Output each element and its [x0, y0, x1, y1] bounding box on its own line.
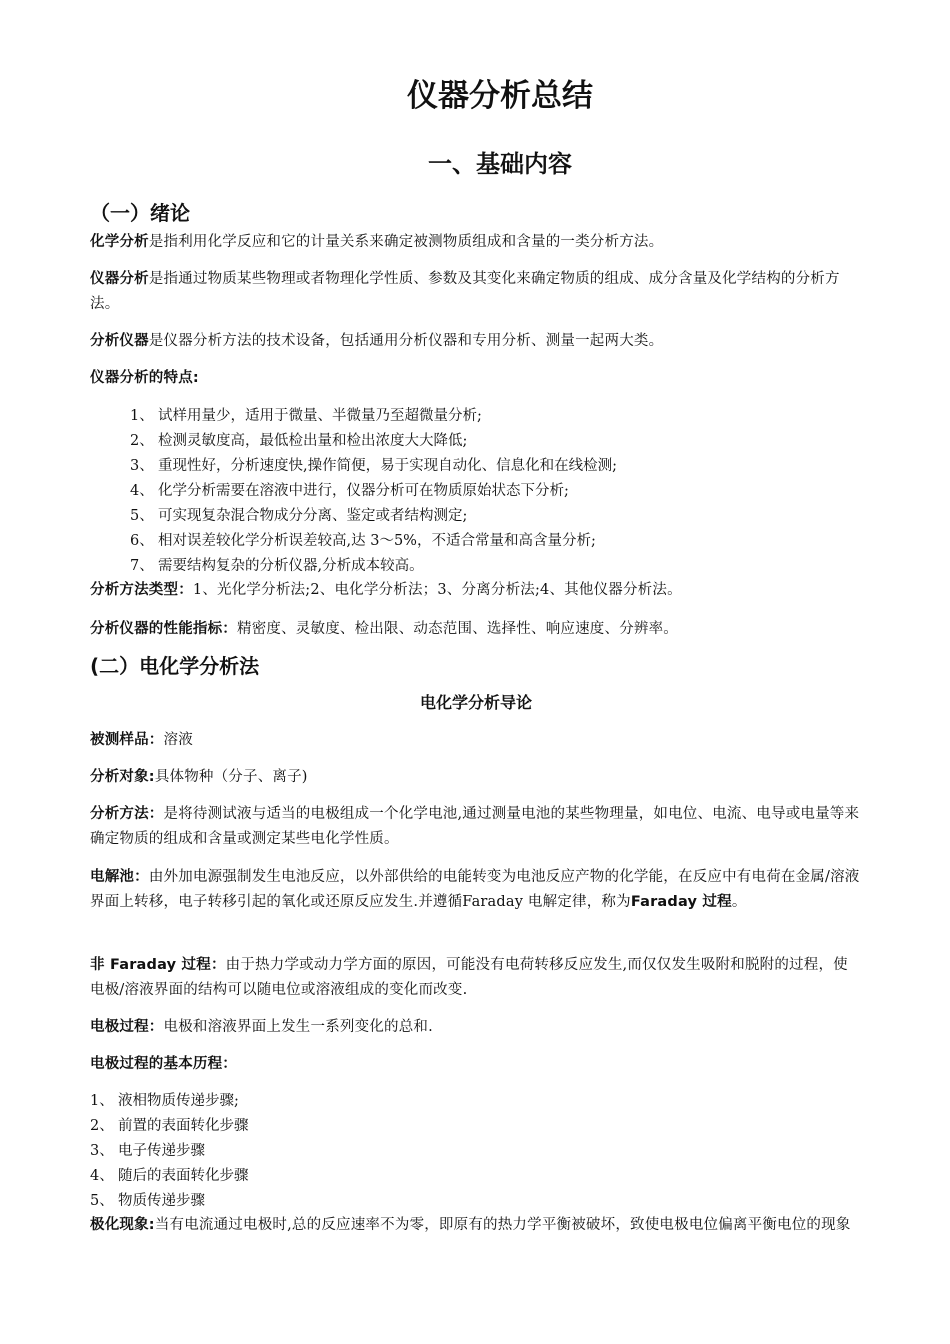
list-number: 4、	[130, 483, 154, 499]
subsection-heading-electrochem: (二）电化学分析法	[90, 654, 260, 678]
list-number: 2、	[90, 1118, 114, 1134]
steps-heading-text: 电极过程的基本历程：	[90, 1056, 237, 1072]
list-text: 电子传递步骤	[118, 1143, 205, 1159]
term-label: 分析对象:	[90, 769, 155, 785]
paragraph-analysis-method	[90, 802, 862, 852]
list-number: 5、	[130, 508, 154, 524]
list-item	[130, 429, 467, 454]
paragraph-text: 电极和溶液界面上发生一系列变化的总和.	[163, 1019, 433, 1035]
term-label: 分析仪器	[90, 333, 149, 349]
list-text: 检测灵敏度高，最低检出量和检出浓度大大降低;	[158, 433, 468, 449]
list-text: 化学分析需要在溶液中进行，仪器分析可在物质原始状态下分析;	[158, 483, 569, 499]
term-label: 电极过程：	[90, 1019, 164, 1035]
list-number: 3、	[90, 1143, 114, 1159]
list-text: 需要结构复杂的分析仪器,分析成本较高。	[158, 558, 424, 574]
term-label: 分析方法：	[90, 806, 164, 822]
list-item	[130, 554, 424, 579]
paragraph-sample	[90, 728, 862, 753]
features-heading	[90, 366, 862, 391]
term-label: 极化现象:	[90, 1217, 155, 1233]
list-text: 物质传递步骤	[118, 1193, 205, 1209]
paragraph-analysis-object	[90, 765, 862, 790]
list-text: 重现性好，分析速度快,操作简便，易于实现自动化、信息化和在线检测;	[158, 458, 617, 474]
list-item	[90, 1089, 239, 1114]
list-text: 相对误差较化学分析误差较高,达 3～5%，不适合常量和高含量分析;	[158, 533, 596, 549]
term-label: 分析方法类型：	[90, 582, 193, 598]
paragraph-text: 精密度、灵敏度、检出限、动态范围、选择性、响应速度、分辨率。	[237, 621, 678, 637]
list-text: 随后的表面转化步骤	[118, 1168, 249, 1184]
term-label: 非 Faraday 过程：	[90, 957, 226, 973]
paragraph-text: 是指通过物质某些物理或者物理化学性质、参数及其变化来确定物质的组成、成分含量及化学结构的分析方法。	[90, 271, 840, 312]
document-title: 仪器分析总结	[407, 78, 593, 114]
list-text: 可实现复杂混合物成分分离、鉴定或者结构测定;	[158, 508, 468, 524]
paragraph-text: 具体物种（分子、离子)	[154, 769, 308, 785]
paragraph-analysis-instruments	[90, 329, 862, 354]
term-label: 电解池：	[90, 869, 149, 885]
subsection-heading-intro: （一）绪论	[90, 201, 190, 225]
list-item	[90, 1189, 205, 1214]
list-text: 前置的表面转化步骤	[118, 1118, 249, 1134]
paragraph-chemical-analysis	[90, 230, 862, 255]
paragraph-text: 是将待测试液与适当的电极组成一个化学电池,通过测量电池的某些物理量，如电位、电流、电导或电量等来确定物质的组成和含量或测定某些电化学性质。	[90, 806, 860, 847]
paragraph-performance-metrics	[90, 617, 862, 642]
list-number: 7、	[130, 558, 154, 574]
list-text: 液相物质传递步骤;	[118, 1093, 239, 1109]
term-label-faraday: Faraday 过程	[630, 894, 732, 910]
paragraph-text: 由外加电源强制发生电池反应，以外部供给的电能转变为电池反应产物的化学能，在反应中有电荷在金属/溶液界面上转移，电子转移引起的氧化或还原反应发生.并遵循Faraday 电解定律，称为	[90, 869, 860, 910]
list-item	[130, 404, 482, 429]
term-label: 分析仪器的性能指标：	[90, 621, 237, 637]
list-item	[130, 529, 596, 554]
features-heading-text: 仪器分析的特点:	[90, 370, 199, 386]
list-number: 5、	[90, 1193, 114, 1209]
paragraph-non-faraday	[90, 953, 862, 1003]
list-number: 6、	[130, 533, 154, 549]
subsection-title-electrochem-intro: 电化学分析导论	[419, 693, 532, 712]
paragraph-text: 溶液	[163, 732, 193, 748]
paragraph-polarization	[90, 1213, 862, 1238]
paragraph-electrolytic-cell	[90, 865, 862, 915]
section-heading-basics: 一、基础内容	[428, 150, 572, 178]
list-item	[130, 454, 617, 479]
paragraph-text: 由于热力学或动力学方面的原因，可能没有电荷转移反应发生,而仅仅发生吸附和脱附的过程，使电极/溶液界面的结构可以随电位或溶液组成的变化而改变.	[90, 957, 848, 998]
term-label: 化学分析	[90, 234, 149, 250]
list-number: 4、	[90, 1168, 114, 1184]
paragraph-text: 是指利用化学反应和它的计量关系来确定被测物质组成和含量的一类分析方法。	[148, 234, 664, 250]
term-label: 被测样品：	[90, 732, 164, 748]
paragraph-method-types	[90, 578, 862, 603]
paragraph-tail: 。	[731, 894, 747, 910]
paragraph-text: 1、光化学分析法;2、电化学分析法；3、分离分析法;4、其他仪器分析法。	[192, 582, 682, 598]
paragraph-text: 当有电流通过电极时,总的反应速率不为零，即原有的热力学平衡被破坏，致使电极电位偏离平衡电位的现象	[154, 1217, 851, 1233]
list-item	[130, 504, 467, 529]
list-number: 1、	[90, 1093, 114, 1109]
list-number: 1、	[130, 408, 154, 424]
list-item	[130, 479, 569, 504]
paragraph-instrumental-analysis	[90, 267, 862, 317]
list-number: 2、	[130, 433, 154, 449]
list-item	[90, 1114, 249, 1139]
term-label: 仪器分析	[90, 271, 149, 287]
list-item	[90, 1164, 249, 1189]
list-item	[90, 1139, 205, 1164]
list-number: 3、	[130, 458, 154, 474]
steps-heading	[90, 1052, 862, 1077]
paragraph-electrode-process	[90, 1015, 862, 1040]
paragraph-text: 是仪器分析方法的技术设备，包括通用分析仪器和专用分析、测量一起两大类。	[148, 333, 664, 349]
list-text: 试样用量少，适用于微量、半微量乃至超微量分析;	[158, 408, 482, 424]
